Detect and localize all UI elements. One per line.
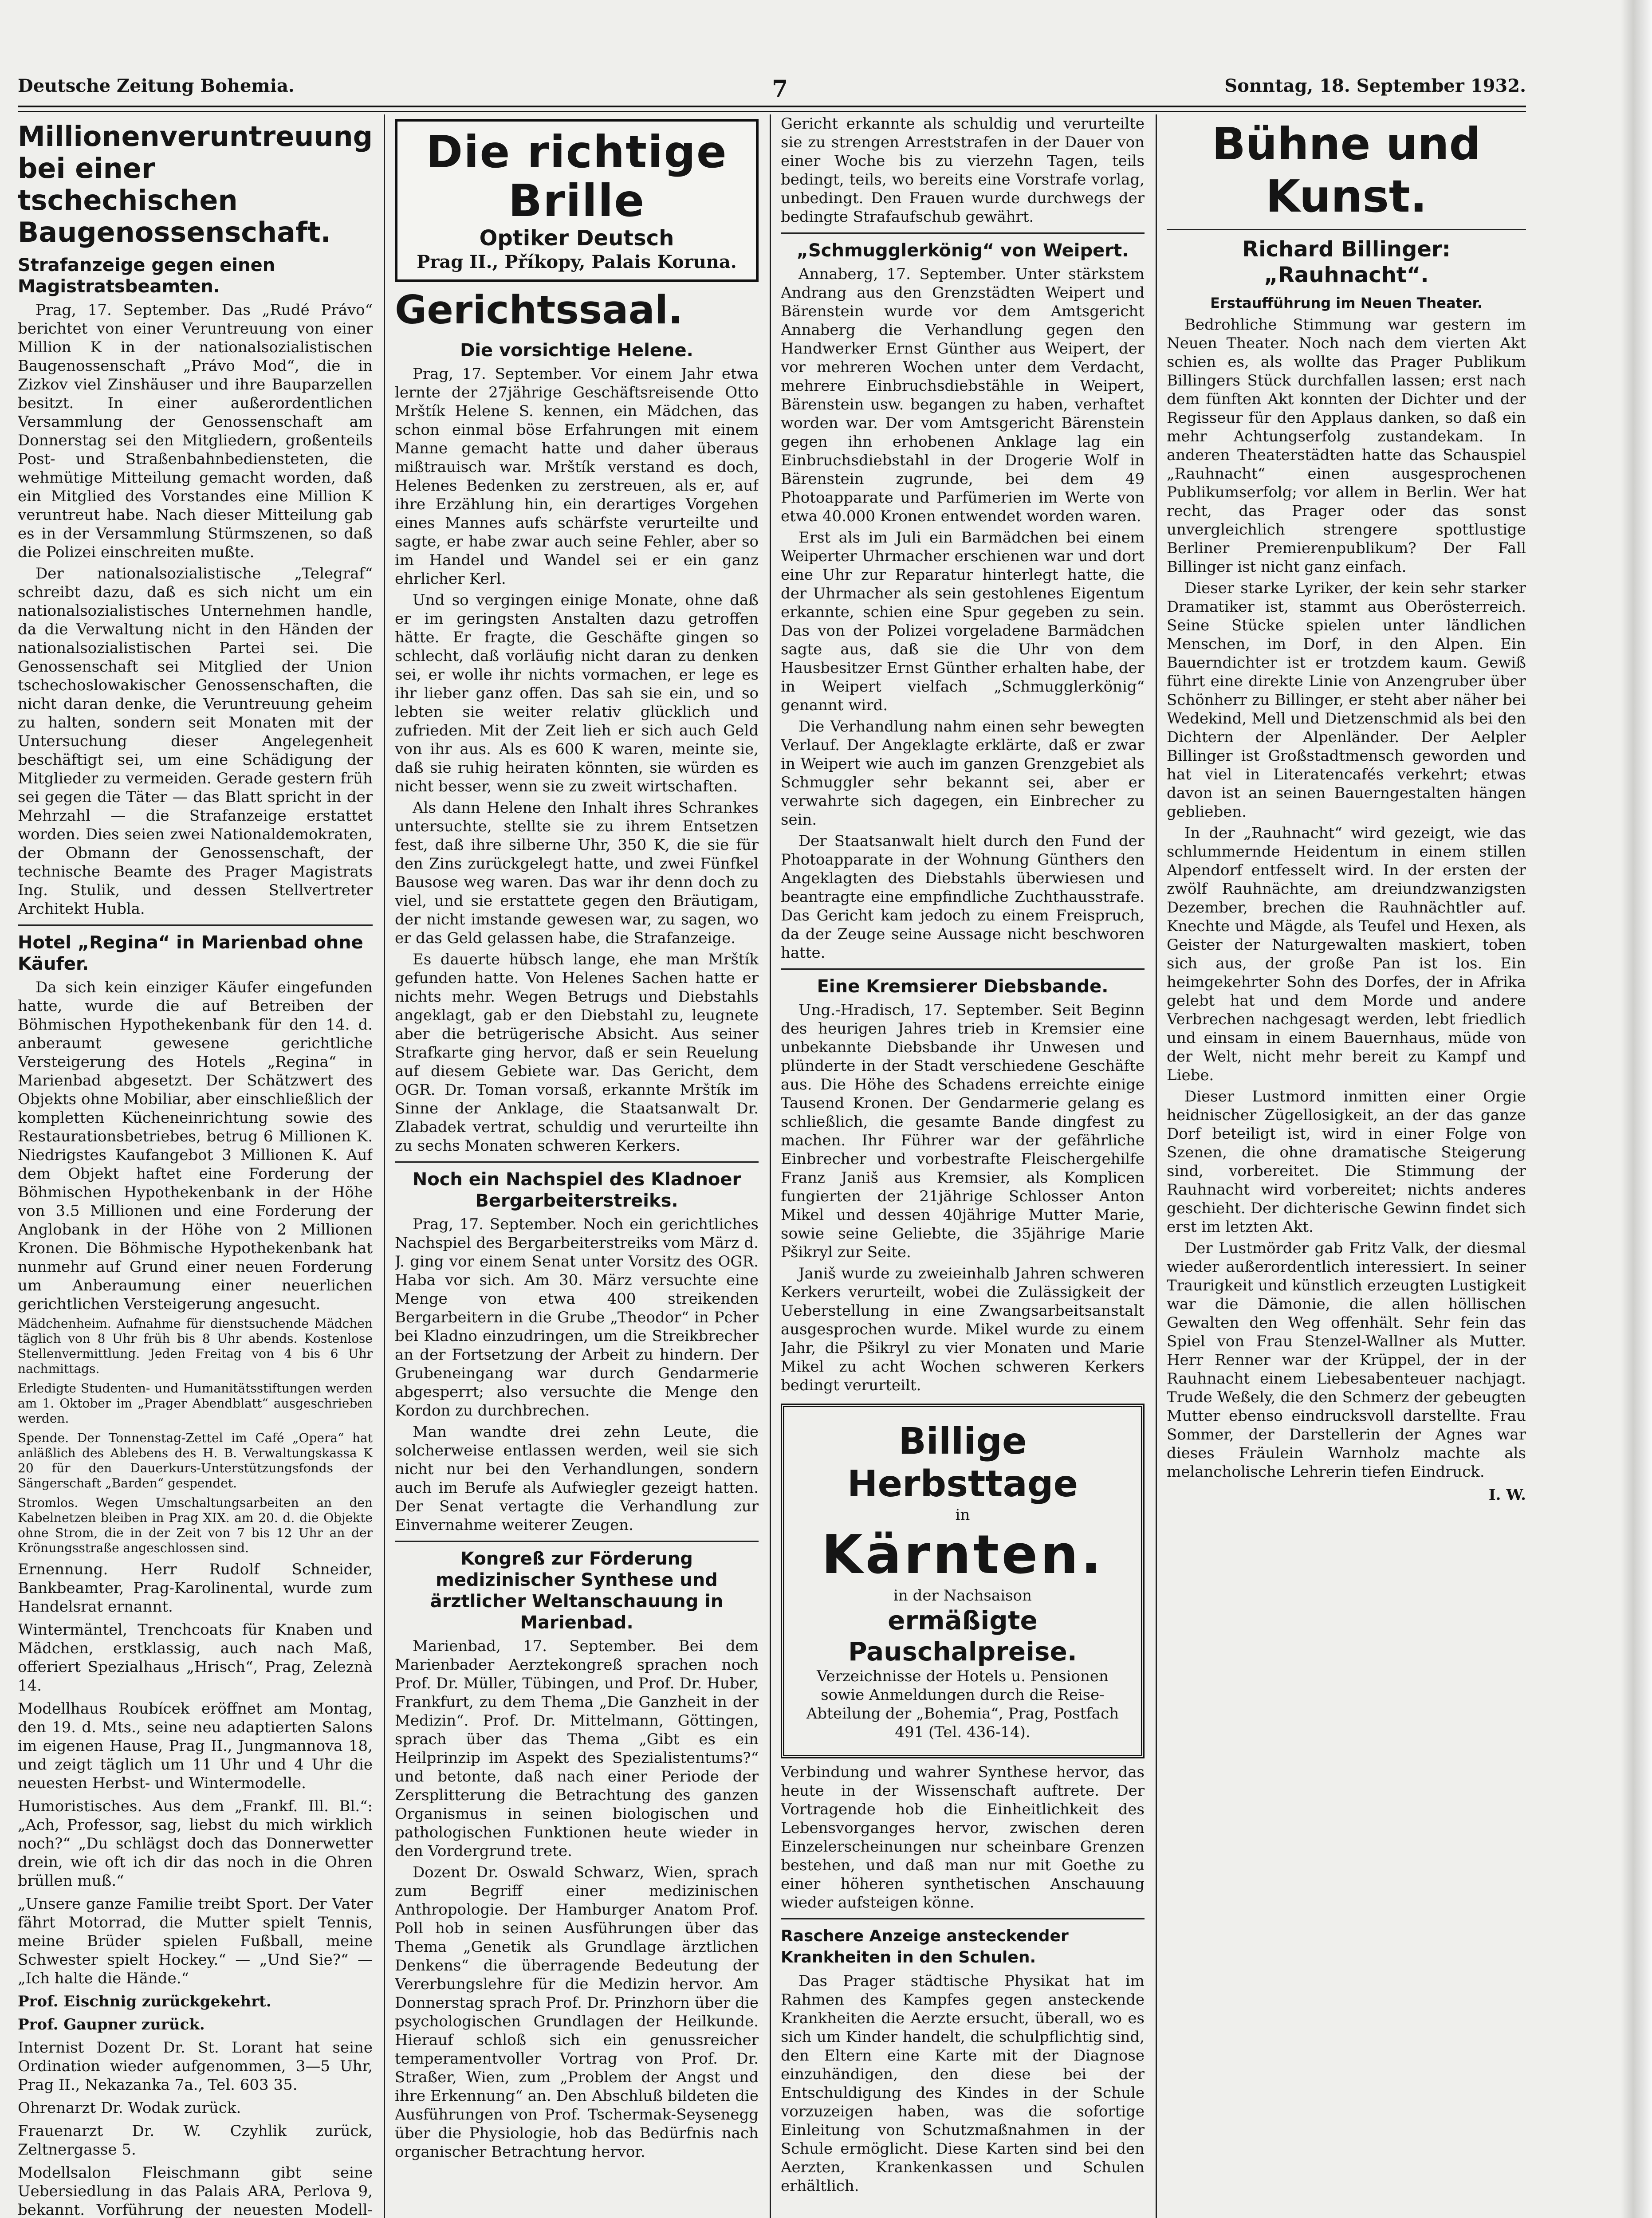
ad-text: in der Nachsaison — [893, 1587, 1032, 1605]
paragraph: Dozent Dr. Oswald Schwarz, Wien, sprach zum Begriff einer medizinischen Anthropologie. Der Hamburger Anatom Prof. Poll hob in seinen Ausführungen über das Thema „Genetik als Grundlage ärztlichen Denkens“ die überragende Bedeutung der Vererbungslehre für die Medizin hervor. Am Donnerstag sprach Prof. Dr. Prinzhorn über die psychologischen Grundlagen der Heilkunde. Hierauf schloß sich ein genussreicher temperamentvoller Vortrag von Prof. Dr. Straßer, Wien, zum „Problem der Angst und ihre Erkennung“ an. Den Abschluß bildeten die Ausführungen von Prof. Tschermak-Seysenegg über die Physiologie, hob das Bedürfnis nach organischer Betrachtung hervor. — [395, 1864, 759, 2161]
notice: Mädchenheim. Aufnahme für dienstsuchende Mädchen täglich von 8 Uhr früh bis 8 Uhr abends. Kostenlose Stellenvermittlung. Jeden Freitag von 4 bis 6 Uhr nachmittags. — [18, 1316, 373, 1376]
column-3 — [781, 114, 1145, 2218]
notice: Humoristisches. Aus dem „Frankf. Ill. Bl.“: „Ach, Professor, sag, liebst du mich wirklich noch?“ „Du schlägst doch das Donnerwetter drein, wie oft ich dir das noch in die Ohren brüllen muß.“ — [18, 1797, 373, 1890]
author-signoff: I. W. — [1488, 1486, 1526, 1504]
page-number: 7 — [772, 75, 788, 102]
paragraph: Gericht erkannte als schuldig und verurteilte sie zu strengen Arreststrafen in der Dauer von einer Woche bis zu vierzehn Tagen, teils bedingt, teils, wo bereits eine Vorstrafe vorlag, unbedingt. Den Frauen wurde durchwegs der bedingte Strafaufschub gewährt. — [781, 115, 1145, 226]
notice: Internist Dozent Dr. St. Lorant hat seine Ordination wieder aufgenommen, 3—5 Uhr, Prag II., Nekazanka 7a., Tel. 603 35. — [18, 2039, 373, 2094]
paragraph: Da sich kein einziger Käufer eingefunden hatte, wurde die auf Betreiben der Böhmischen Hypothekenbank für den 14. d. anberaumt gewesene gerichtliche Versteigerung des Hotels „Regina“ in Marienbad abgesetzt. Der Schätzwert des Objekts ohne Mobiliar, aber einschließlich der kompletten Kücheneinrichtung sowie des Restaurationsbetriebes, betrug 6 Millionen K. Niedrigstes Kaufangebot 3 Millionen K. Auf dem Objekt haftet eine Forderung der Böhmischen Hypothekenbank in der Höhe von 3.5 Millionen und eine Forderung der Anglobank in der Höhe von 2 Millionen Kronen. Die Böhmische Hypothekenbank hat nunmehr auf Grund einer neuen Forderung um Anberaumung einer neuerlichen gerichtlichen Versteigerung angesucht. — [18, 979, 373, 1313]
article-headline: Eine Kremsierer Diebsbande. — [817, 976, 1109, 997]
paragraph: Man wandte drei zehn Leute, die solcherweise entlassen werden, weil sie sich nicht nur bei den Verhandlungen, sondern auch im Berufe als Aufwiegler gezeigt hatten. Der Senat vertagte die Verhandlung zur Einvernahme weiterer Zeugen. — [395, 1423, 759, 1534]
ad-contact: Verzeichnisse der Hotels u. Pensionen sowie Anmeldungen durch die Reise-Abteilung der „Bohemia“, Prag, Postfach 491 (Tel. 436-14). — [806, 1667, 1119, 1741]
article-subhead: Erstaufführung im Neuen Theater. — [1210, 295, 1483, 311]
paragraph: Prag, 17. September. Noch ein gerichtliches Nachspiel des Bergarbeiterstreiks vom März d. J. ging vor einem Senat unter Vorsitz des OGR. Haba vor sich. Am 30. März versuchte eine Menge von etwa 400 streikenden Bergarbeitern in die Grube „Theodor“ in Pcher bei Kladno einzudringen, um die Streikbrecher an der Fortsetzung der Arbeit zu hindern. Der Grubeneingang war durch Gendarmerie abgesperrt; also versuchte die Menge den Kordon zu durchbrechen. — [395, 1215, 759, 1420]
issue-date: Sonntag, 18. September 1932. — [1224, 75, 1526, 96]
paragraph: Dieser Lustmord inmitten einer Orgie heidnischer Zügellosigkeit, an der das ganze Dorf beteiligt ist, wird in einer Folge von Szenen, die ohne dramatische Steigerung sind, vorbereitet. Die Stimmung der Rauhnacht wird vorbereitet; nichts anderes geschieht. Der dichterische Gewinn findet sich erst im letzten Akt. — [1167, 1088, 1526, 1236]
notice: Erledigte Studenten- und Humanitätsstiftungen werden am 1. Oktober im „Prager Abendblatt“ ausgeschrieben werden. — [18, 1381, 373, 1426]
article-headline: Richard Billinger: „Rauhnacht“. — [1242, 237, 1451, 287]
notice: Modellsalon Fleischmann gibt seine Uebersiedlung in das Palais ARA, Perlova 9, bekannt. Vorführung der neuesten Modell- — [18, 2164, 373, 2218]
paragraph: In der „Rauhnacht“ wird gezeigt, wie das schlummernde Heidentum in einem stillen Alpendorf entfesselt wird. In der ersten der zwölf Rauhnächte, am dreiundzwanzigsten Dezember, brechen die Rauhnächtler auf. Knechte und Mägde, als Teufel und Hexen, als Geister der Naturgewalten maskiert, toben sich aus, der große Pan ist los. Ein heimgekehrter Sohn des Dorfes, der in Afrika gelebt hat und dem Morde und andere Verbrechen nachgesagt werden, lebt friedlich und einsam in einem Bauernhaus, müde von der Welt, nicht mehr bereit zu Kampf und Liebe. — [1167, 824, 1526, 1084]
ad-offer: ermäßigte Pauschalpreise. — [848, 1605, 1077, 1667]
paragraph: Ung.-Hradisch, 17. September. Seit Beginn des heurigen Jahres trieb in Kremsier eine unbekannte Diebsbande ihr Unwesen und plünderte in der Stadt verschiedene Geschäfte aus. Die Höhe des Schadens erreichte einige Tausend Kronen. Der Gendarmerie gelang es schließlich, die gesamte Bande dingfest zu machen. Ihr Führer war der gefährliche Einbrecher und vorbestrafte Fleischergehilfe Franz Janiš aus Kremsier, als Komplicen fungierten der 21jährige Schlosser Anton Mikel und dessen 40jährige Mutter Marie, sowie seine Geliebte, die 35jährige Marie Pšikryl zur Seite. — [781, 1001, 1145, 1261]
divider — [781, 968, 1145, 970]
article-headline: Millionenveruntreuung bei einer tschechischen Baugenossenschaft. — [18, 120, 373, 248]
paragraph: Der Lustmörder gab Fritz Valk, der diesmal wieder außerordentlich interessiert. In seiner Traurigkeit und künstlich erzeugten Lustigkeit war die Dämonie, die allen höllischen Gewalten den Weg offenhält. Sehr fein das Spiel von Frau Stenzel-Wallner als Mutter. Herr Renner war der Krüppel, der in der Rauhnacht einem Liebesabenteuer nachjagt. Trude Weßely, die den Schmerz der gebeugten Mutter ebenso eindrucksvoll darstellte. Frau Sommer, der Darstellerin der Agnes war dieses Fräulein Warnholz machte als melancholische Lehrerin tiefen Eindruck. — [1167, 1239, 1526, 1481]
article-headline: Kongreß zur Förderung medizinischer Synthese und ärztlicher Weltanschauung in Marienbad. — [430, 1549, 724, 1633]
notice: Ernennung. Herr Rudolf Schneider, Bankbeamter, Prag-Karolinental, wurde zum Handelsrat ernannt. — [18, 1561, 373, 1616]
article-headline: Hotel „Regina“ in Marienbad ohne Käufer. — [18, 932, 363, 974]
divider — [395, 1541, 759, 1542]
column-2 — [395, 114, 759, 2218]
article-headline: Die vorsichtige Helene. — [460, 340, 693, 361]
article-headline: „Schmugglerkönig“ von Weipert. — [796, 240, 1129, 261]
divider — [18, 924, 373, 926]
paragraph: Der Staatsanwalt hielt durch den Fund der Photoapparate in der Wohnung Günthers den Angeklagten des Diebstahls überwiesen und beantragte eine empfindliche Zuchthausstrafe. Das Gericht kam jedoch zu einem Freispruch, da der Zeuge seine Aussage nicht beschworen hatte. — [781, 832, 1145, 962]
ad-text: in — [955, 1506, 970, 1524]
paragraph: Es dauerte hübsch lange, ehe man Mrštík gefunden hatte. Von Helenes Sachen hatte er nichts mehr. Wegen Betrugs und Diebstahls angeklagt, gab er den Diebstahl zu, leugnete aber die betrügerische Absicht. Aus seiner Strafkarte ging hervor, daß er sein Reuelung auf diesem Gebiete war. Das Gericht, dem OGR. Dr. Toman vorsaß, erkannte Mrštík im Sinne der Anklage, die Staatsanwalt Dr. Zlabadek vertrat, schuldig und verurteilte ihn zu sechs Monaten schweren Kerkers. — [395, 951, 759, 1155]
divider — [781, 1918, 1145, 1919]
ad-title: Die richtige Brille — [426, 126, 728, 227]
notice: Stromlos. Wegen Umschaltungsarbeiten an den Kabelnetzen bleiben in Prag XIX. am 20. d. die Objekte ohne Strom, die in der Zeit von 7 bis 12 Uhr an der Krönungsstraße angeschlossen sind. — [18, 1495, 373, 1555]
paragraph: Als dann Helene den Inhalt ihres Schrankes untersuchte, stellte sie zu ihrem Entsetzen fest, daß ihre silberne Uhr, 350 K, die sie für den Zins zurückgelegt hatte, und zwei Fünfkel Bausose weg waren. Das war ihr denn doch zu viel, und sie erstattete gegen den Bräutigam, der nicht imstande gewesen war, zu sagen, wo er das Geld gelassen habe, die Strafanzeige. — [395, 799, 759, 947]
notice: Ohrenarzt Dr. Wodak zurück. — [18, 2099, 241, 2117]
paragraph: Erst als im Juli ein Barmädchen bei einem Weiperter Uhrmacher erschienen war und dort eine Uhr zur Reparatur hinterlegt hatte, die der Uhrmacher als sein gestohlenes Eigentum erkannte, schien eine Spur gegeben zu sein. Das von der Polizei vorgeladene Barmädchen sagte aus, daß sie die Uhr von dem Hausbesitzer Ernst Günther erhalten habe, der in Weipert vielfach „Schmugglerkönig“ genannt wird. — [781, 529, 1145, 714]
notice: Spende. Der Tonnenstag-Zettel im Café „Opera“ hat anläßlich des Ablebens des H. B. Verwaltungskassa K 20 für den Dauerkurs-Unterstützungsfonds der Sängerschaft „Barden“ gespendet. — [18, 1431, 373, 1490]
ad-title: Billige Herbsttage — [847, 1420, 1078, 1505]
section-title: Bühne und Kunst. — [1211, 118, 1481, 222]
ad-address: Prag II., Příkopy, Palais Koruna. — [417, 252, 737, 272]
column-divider — [770, 114, 771, 2218]
paragraph: Das Prager städtische Physikat hat im Rahmen des Kampfes gegen ansteckende Krankheiten die Aerzte ersucht, überall, wo es sich um Kinder handelt, die schulpflichtig sind, den Eltern eine Karte mit der Diagnose einzuhändigen, den diese bei der Entschuldigung des Kindes in der Schule vorzuzeigen haben, was die sofortige Einleitung von Schutzmaßnahmen in der Schule ermöglicht. Diese Karten sind bei den Aerzten, Krankenkassen und Schulen erhältlich. — [781, 1972, 1145, 2195]
divider — [1167, 229, 1526, 230]
paragraph: Janiš wurde zu zweieinhalb Jahren schweren Kerkers verurteilt, wobei die Zulässigkeit der Ueberstellung in eine Zwangsarbeitsanstalt ausgesprochen wurde. Mikel wurde zu einem Jahr, die Pšikryl zu vier Monaten und Marie Mikel zu acht Wochen schweren Kerkers bedingt verurteilt. — [781, 1265, 1145, 1394]
column-1 — [18, 114, 373, 2218]
notice: Wintermäntel, Trenchcoats für Knaben und Mädchen, erstklassig, auch nach Maß, offeriert Spezialhaus „Hrisch“, Prag, Zeleznà 14. — [18, 1621, 373, 1695]
paragraph: Bedrohliche Stimmung war gestern im Neuen Theater. Noch nach dem vierten Akt schien es, als wollte das Prager Publikum Billingers Stück durchfallen lassen; erst nach dem fünften Akt konnten der Dichter und der Regisseur für den Applaus danken, so daß ein mehr Achtungserfolg zustandekam. In anderen Theaterstädten hatte das Schauspiel „Rauhnacht“ einen ausgesprochenen Publikumserfolg; vor allem in Berlin. Wer hat recht, das Prager oder das sonst unvergleichlich strengere spottlustige Berliner Premierenpublikum? Der Fall Billinger ist nicht ganz einfach. — [1167, 316, 1526, 576]
paragraph: Die Verhandlung nahm einen sehr bewegten Verlauf. Der Angeklagte erklärte, daß er zwar in Weipert wie auch im ganzen Grenzgebiet als Schmuggler sehr bekannt sei, aber er verwahrte sich dagegen, ein Einbrecher zu sein. — [781, 718, 1145, 829]
ad-subtitle: Optiker Deutsch — [479, 226, 674, 251]
paragraph: Prag, 17. September. Vor einem Jahr etwa lernte der 27jährige Geschäftsreisende Otto Mrštík Helene S. kennen, ein Mädchen, das schon einmal böse Erfahrungen mit einem Manne gemacht hatte und daher überaus mißtrauisch war. Mrštík verstand es doch, Helenes Bedenken zu zerstreuen, als er, auf ihre Erzählung hin, ein derartiges Vorgehen eines Mannes aufs schärfste verurteilte und sagte, er habe zwar auch seine Fehler, aber so im Handel und Wandel sei er ein ganz ehrlicher Kerl. — [395, 365, 759, 588]
notice: „Unsere ganze Familie treibt Sport. Der Vater fährt Motorrad, die Mutter spielt Tennis, meine Brüder spielen Fußball, meine Schwester spielt Hockey.“ — „Und Sie?“ — „Ich halte die Hände.“ — [18, 1895, 373, 1987]
divider — [781, 232, 1145, 234]
ad-destination: Kärnten. — [821, 1524, 1104, 1586]
article-subhead: Strafanzeige gegen einen Magistratsbeamten. — [18, 255, 275, 297]
notice: Prof. Eischnig zurückgekehrt. — [18, 1993, 271, 2010]
notice: Prof. Gaupner zurück. — [18, 2016, 205, 2033]
paragraph: Prag, 17. September. Das „Rudé Právo“ berichtet von einer Veruntreuung von einer Million K in der nationalsozialistischen Baugenossenschaft „Právo Mod“, die in Zizkov viel Zinshäuser und ihre Bauparzellen besitzt. In einer außerordentlichen Versammlung der Genossenschaft am Donnerstag sei den Mitgliedern, großenteils Post- und Straßenbahnbediensteten, die wehmütige Mitteilung gemacht worden, daß ein Mitglied des Vorstandes eine Million K veruntreut habe. Nach dieser Mitteilung gab es in der Versammlung Stürmszenen, so daß die Polizei einschreiten mußte. — [18, 301, 373, 561]
paragraph: Dieser starke Lyriker, der kein sehr starker Dramatiker ist, stammt aus Oberösterreich. Seine Stücke spielen unter ländlichen Menschen, im Dorf, in den Alpen. Ein Bauerndichter ist er trotzdem kaum. Gewiß führt eine direkte Linie von Anzengruber über Schönherr zu Billinger, er steht aber näher bei Wedekind, Mell und Dietzenschmid als bei den Dichtern der Alpenländer. Der Aelpler Billinger ist Großstadtmensch geworden und hat viel in Literatencafés verkehrt; etwas davon ist an seinen Bauerngestalten hängen geblieben. — [1167, 579, 1526, 821]
scan-edge — [1621, 0, 1652, 2218]
masthead: Deutsche Zeitung Bohemia. — [18, 75, 295, 96]
optician-ad — [395, 119, 759, 282]
column-divider — [384, 114, 385, 2218]
paragraph: Marienbad, 17. September. Bei dem Marienbader Aerztekongreß sprachen noch Prof. Dr. Müller, Tübingen, und Prof. Dr. Huber, Frankfurt, zu dem Thema „Die Ganzheit in der Medizin“. Prof. Dr. Mittelmann, Göttingen, sprach über das Thema „Gibt es ein Heilprinzip im Aspekt des Spezialistentums?“ und betonte, daß nach einer Periode der Zersplitterung die Betrachtung des ganzen Organismus in seinen biologischen und pathologischen Funktionen heute wieder in den Vordergrund trete. — [395, 1637, 759, 1860]
header-rule — [18, 106, 1526, 112]
column-divider — [1156, 114, 1157, 2218]
article-headline: Raschere Anzeige ansteckender Krankheiten in den Schulen. — [781, 1927, 1069, 1966]
travel-ad — [781, 1404, 1145, 1758]
section-title: Gerichtssaal. — [395, 287, 683, 333]
paragraph: Der nationalsozialistische „Telegraf“ schreibt dazu, daß es sich nicht um ein nationalsozialistisches Unternehmen handle, da die Verwaltung nicht in den Händen der nationalsozialistischen Partei sei. Die Genossenschaft sei Mitglied der Union tschechoslowakischer Genossenschaften, die nicht daran denke, die Veruntreuung geheim zu halten, sondern seit Monaten mit der Untersuchung dieser Angelegenheit beschäftigt sei, um eine Schädigung der Mitglieder zu vermeiden. Gerade gestern früh sei gegen die Täter — das Blatt spricht in der Mehrzahl — die Strafanzeige erstattet worden. Dies seien zwei Nationaldemokraten, der Obmann der Genossenschaft, der technische Beamte des Prager Magistrats Ing. Stulik, und dessen Stellvertreter Architekt Hubla. — [18, 565, 373, 918]
column-4 — [1167, 114, 1526, 2218]
notice: Frauenarzt Dr. W. Czyhlik zurück, Zeltnergasse 5. — [18, 2122, 373, 2159]
divider — [395, 1161, 759, 1163]
article-headline: Noch ein Nachspiel des Kladnoer Bergarbeiterstreiks. — [412, 1169, 741, 1211]
page-header — [18, 75, 1526, 102]
paragraph: Verbindung und wahrer Synthese hervor, das heute in der Wissenschaft auftrete. Der Vortragende hob die Einheitlichkeit des Lebensvorganges hervor, zwischen deren Einzelerscheinungen nur scheinbare Grenzen bestehen, und daß man nur mit Goethe zu einer höheren synthetischen Anschauung wieder aufsteigen könne. — [781, 1763, 1145, 1911]
notice: Modellhaus Roubícek eröffnet am Montag, den 19. d. Mts., seine neu adaptierten Salons im eigenen Hause, Prag II., Jungmannova 18, und zeigt täglich um 11 Uhr und 4 Uhr die neuesten Herbst- und Wintermodelle. — [18, 1700, 373, 1792]
paragraph: Annaberg, 17. September. Unter stärkstem Andrang aus den Grenzstädten Weipert und Bärenstein wurde vor dem Amtsgericht Annaberg die Verhandlung gegen den Handwerker Ernst Günther aus Weipert, der vor mehreren Wochen unter dem Verdacht, mehrere Einbruchsdiebstähle in Weipert, Bärenstein usw. begangen zu haben, verhaftet worden war. Der vom Amtsgericht Bärenstein gegen ihn erhobenen Anklage lag ein Einbruchsdiebstahl in der Drogerie Wolf in Bärenstein zugrunde, bei dem 49 Photoapparate und Parfümerien im Werte von etwa 40.000 Kronen entwendet worden waren. — [781, 265, 1145, 525]
paragraph: Und so vergingen einige Monate, ohne daß er im geringsten Anstalten dazu getroffen hätte. Er fragte, die Geschäfte gingen so schlecht, daß vorläufig nicht daran zu denken sei, er wolle ihr nichts vormachen, er lege es ihr lieber ganz offen. Das sah sie ein, und so lebten sie weiter relativ glücklich und zufrieden. Mit der Zeit lieh er sich auch Geld von ihr aus. Als es 600 K waren, meinte sie, daß sie ruhig heiraten könnten, sie würden es nicht besser, wenn sie zu zweit wirtschaften. — [395, 591, 759, 795]
